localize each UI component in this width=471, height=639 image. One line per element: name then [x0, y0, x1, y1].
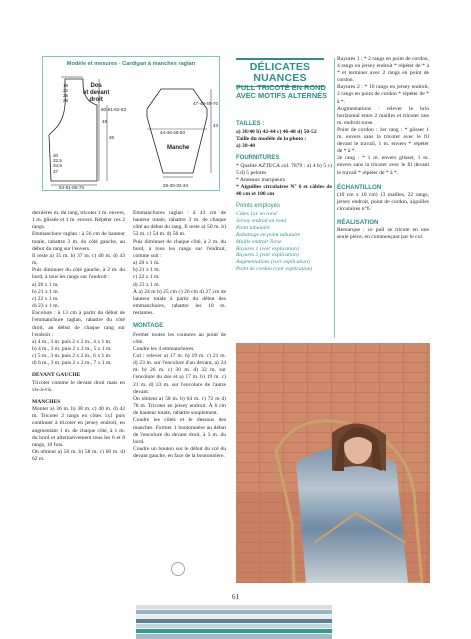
- measure-label: 36: [109, 135, 115, 140]
- gauge-text: (10 cm x 10 cm) 13 mailles, 22 rangs, jersey endroit, point de cordon, aiguilles circulaires n°6.: [337, 191, 429, 212]
- supply-item: * Aiguilles circulaires N° 6 et câbles de 40 cm et 100 cm: [236, 184, 332, 197]
- paragraph: Il reste a) 35 m. b) 37 m. c) 40 m. d) 43 m.: [32, 252, 125, 267]
- measure-label: 47-48-49-70: [193, 101, 219, 106]
- supplies-heading: FOURNITURES: [236, 155, 280, 161]
- paragraph: Coudre les côtés et le dessous des manches. Former 1 boutonnière au début de l'encolure du devant droit, à 3 m. du bord.: [133, 417, 226, 445]
- cord-stitch-1: Point de cordon : 1er rang : * glisser 1 m. envers sans la tricoter avec le fil devant le travail, 1 m. envers * répéter de * à *.: [337, 126, 429, 155]
- measure-label: 25: [63, 93, 69, 98]
- gauge-heading: ÉCHANTILLON: [337, 183, 382, 191]
- measure-label: 28-30-32-34: [163, 183, 189, 188]
- supply-item: * Anneaux marqueurs: [236, 177, 286, 183]
- paragraph: Fermer toutes les coutures au point de côté.: [133, 331, 226, 345]
- sleeves-heading: MANCHES: [32, 398, 61, 405]
- measurement-diagram: [42, 56, 220, 191]
- stripes-2: Rayures 2 : * 10 rangs en jersey endroit, 2 rangs en point de cordon * répéter de * à *.: [337, 84, 429, 105]
- yarn-swatch-image: [136, 605, 332, 639]
- measure-label: 43: [213, 123, 219, 128]
- instructions-column-1: [32, 210, 125, 463]
- stitch-item: Côtes 1x1 en rond: [236, 211, 277, 217]
- paragraph: Tricoter comme le devant droit mais en vis-à-vis.: [32, 379, 125, 393]
- increases: Augmentations : relever le brin horizontal entre 2 mailles et tricoter une m. endroit torse.: [337, 105, 429, 126]
- paragraph: Emmanchure raglan : à 56 cm de hauteur totale, rabattre 3 m. du côté gauche, au début du rang sur l'envers.: [32, 231, 125, 252]
- paragraph: Coudre les 4 emmanchures.: [133, 345, 195, 352]
- stitch-guide-column: [337, 56, 429, 241]
- paragraph: Puis diminuer de chaque côté, à 2 m. du bord, à tous les rangs sur l'endroit, comme suit :: [133, 238, 226, 259]
- stitch-item: Point tubulaire: [236, 224, 270, 231]
- measure-label: 44-46-48-50: [160, 130, 186, 135]
- stitch-item: Rayures 2 (voir explication): [236, 252, 299, 259]
- page-number: 61: [232, 593, 239, 601]
- paragraph: On obtient a) 56 m. b) 58 m. c) 60 m. d) 62 m.: [32, 449, 125, 463]
- sleeve-label: Manche: [167, 145, 190, 151]
- list-item: c) 22 x 1 m.: [32, 295, 59, 302]
- measure-label: 54-61-65-70: [59, 185, 85, 190]
- back-front-label: Dos et devant droit: [83, 83, 110, 103]
- model-size: a) 38-40: [236, 143, 256, 149]
- stitches-heading: Points employés: [236, 203, 281, 209]
- stitch-item: Rayures 1 (voir explication): [236, 245, 299, 252]
- paragraph: Monter a) 36 m. b) 38 m. c) 40 m. d) 42 m. Tricoter 2 rangs en côtes 1x1 puis continuer à tricoter en jersey endroit, en augmentant 1 m. de chaque côté, à 1 m. du bord et alternativement tous les 6 et 8 rangs, 10 fois.: [32, 406, 125, 448]
- measure-label: 49: [102, 119, 108, 124]
- materials-column: [236, 119, 332, 273]
- list-item: c) 5 m., 3 m. puis 2 x 2 m., 6 x 1 m.: [32, 353, 112, 360]
- list-item: d) 23 x 1 m.: [32, 303, 59, 310]
- stitch-item: Point de cordon (voir explication): [236, 266, 313, 273]
- paragraph: À a) 24 m b) 25 cm c) 26 cm d) 27 cm de hauteur totale à partir du début des emmanchures, rabattre les 10 m. restantes.: [133, 288, 226, 317]
- supply-item: * Qualité AZTECA col. 7879 : a) 4 b) 5 c) 5 d) 5 pelotes: [236, 163, 332, 176]
- assembly-heading: MONTAGE: [133, 323, 164, 330]
- cord-stitch-2: 2e rang : * 1 m. envers glisser, 1 m. envers sans la tricoter avec le fil devant le travail * répéter de * à *.: [337, 155, 429, 176]
- list-item: c) 22 x 1 m.: [133, 274, 160, 281]
- sizes-text: a) 38/40 b) 42-44 c) 46-48 d) 50-52: [236, 129, 317, 135]
- measure-label: 19: [63, 83, 69, 88]
- model-size-heading: Taille du modèle de la photo :: [236, 136, 307, 142]
- measure-label: 28: [63, 98, 69, 103]
- divider: [236, 58, 324, 60]
- stitch-item: Augmentations (voir explication): [236, 259, 310, 266]
- paragraph: Col : relever a) 17 m. b) 19 m. c) 21 m. d) 23 m. sur l'encolure d'un devant, a) 24 m. b) 26 m. c) 30 m. d) 32 m. sur l'encolure du dos et a) 17 m. b) 19 m. c) 21 m. d) 23 m. sur l'encolure de l'autre devant.: [133, 352, 226, 395]
- left-front-heading: DEVANT GAUCHE: [32, 372, 81, 379]
- publisher-logo: [171, 562, 185, 576]
- photo-illustration: [236, 343, 430, 583]
- measure-label: 30 32,5 34,5 37: [53, 153, 62, 174]
- paragraph: Coudre un bouton sur le début du col du devant gauche, en face de la boutonnière.: [133, 446, 226, 460]
- paragraph: Encolure : à 13 cm à partir du début de l'emmanchure raglan, rabattre du côté droit, au début de chaque rang sur l'endroit :: [32, 310, 125, 338]
- list-item: b) 21 x 1 m.: [133, 267, 160, 274]
- instructions-note: Remarque : ce pull se tricote en une seule pièce, en commençant par le col.: [337, 227, 429, 241]
- paragraph: dernières m. du rang, tricoter 1 m. envers, 1 m. glissée et 1 m. envers. Répéter ces 2 rangs.: [32, 210, 125, 231]
- list-item: b) 21 x 1 m.: [32, 288, 59, 295]
- stripes-1: Rayures 1 : * 2 rangs en point de cordon, 4 rangs en jersey endroit * répéter de * à * et terminer avec 2 rangs en point de cordon.: [337, 56, 429, 84]
- stitch-item: Rabattage en point tubulaire: [236, 231, 301, 238]
- instructions-heading: RÉALISATION: [337, 218, 379, 226]
- swatch-illustration: [136, 605, 332, 639]
- title-line-1: DÉLICATES: [249, 60, 311, 73]
- model-photo: [236, 343, 430, 583]
- list-item: a) 4 m., 3 m. puis 2 x 2 m., 4 x 1 m.: [32, 338, 112, 345]
- paragraph: On obtient a) 58 m. b) 64 m. c) 72 m d) 78 m. Tricoter en jersey endroit. À 6 cm de hauteur totale, rabattre souplement.: [133, 395, 226, 417]
- list-item: a) 20 x 1 m.: [32, 281, 59, 288]
- measure-label: 60-61-62-63: [101, 107, 127, 112]
- diagram-title: Modèle et mesures - Cardigan à manches raglan: [66, 61, 196, 67]
- paragraph: Puis diminuer du côté gauche, à 2 m. du bord, à tous les rangs sur l'endroit :: [32, 267, 125, 281]
- stitch-item: Jersey endroit en rond: [236, 217, 287, 224]
- article-subtitle: PULL TRICOTÉ EN ROND AVEC MOTIFS ALTERNÉS: [236, 83, 328, 100]
- garment-schematics: [43, 57, 221, 192]
- list-item: d) 23 x 1 m.: [133, 281, 160, 288]
- list-item: d) 6 m., 3 m. puis 2 x 2 m., 7 x 1 m.: [32, 360, 112, 367]
- title-line-2: NUANCES: [253, 71, 307, 84]
- list-item: b) 4 m., 3 m. puis 2 x 2 m., 5 x 1 m.: [32, 345, 112, 352]
- column-divider: [334, 58, 335, 338]
- list-item: a) 20 x 1 m.: [133, 260, 160, 267]
- instructions-column-2: [133, 210, 226, 460]
- sizes-heading: TAILLES :: [236, 121, 265, 127]
- stitch-item: Maille endroit Torse: [236, 238, 282, 245]
- measure-label: 22: [63, 88, 69, 93]
- paragraph: Emmanchures raglan : à 43 cm de hauteur totale, rabattre 3 m. de chaque côté au début du rang. Il reste a) 50 m. b) 52 m. c) 54 m. d) 56 m.: [133, 210, 226, 238]
